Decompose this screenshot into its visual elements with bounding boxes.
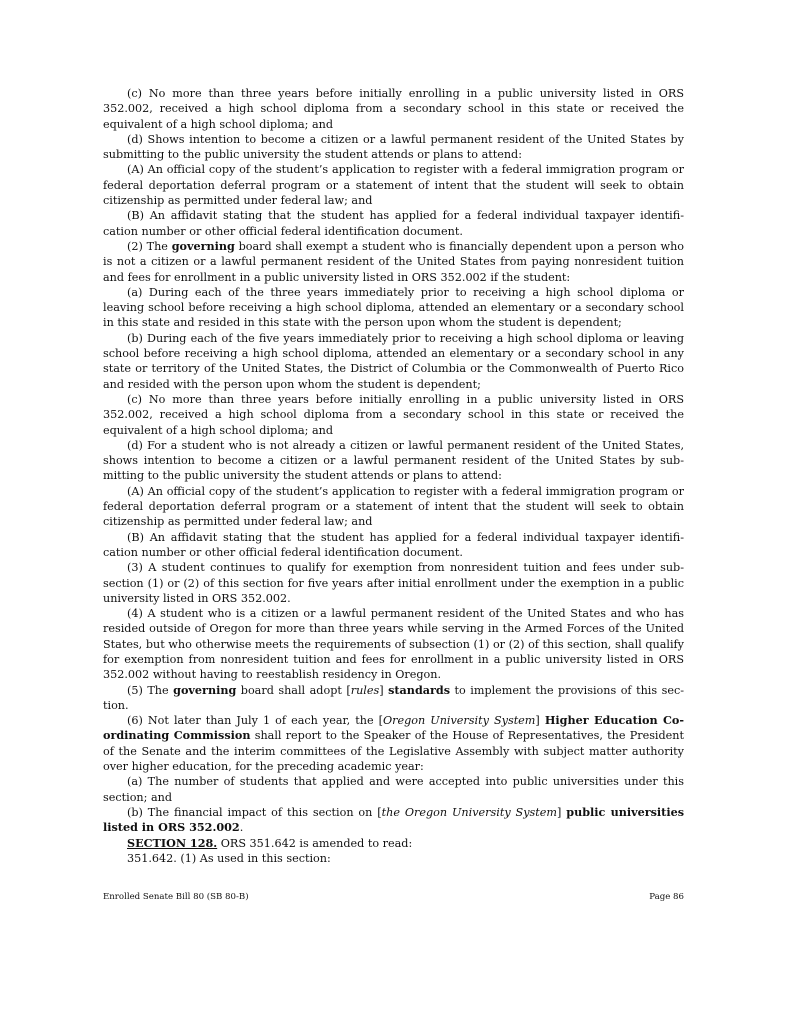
paragraph-p3 bbox=[103, 162, 684, 208]
paragraph-p6 bbox=[103, 285, 684, 331]
paragraph-p1 bbox=[103, 86, 684, 132]
paragraph-p17 bbox=[103, 805, 684, 836]
text-run: to implement the provisions of this sec-tion. bbox=[103, 683, 685, 712]
paragraph-p16 bbox=[103, 774, 684, 805]
text-run: ORS 351.642 is amended to read: bbox=[217, 836, 413, 850]
text-run: (A) An official copy of the student’s application to register with a federal immigration program or federal deportation deferral program or a statement of intent that the student will seek to obtain citizenship as permitted under federal law; and bbox=[103, 163, 684, 208]
text-run: ] bbox=[379, 683, 389, 697]
text-run: (B) An affidavit stating that the student has applied for a federal individual taxpayer identifi-cation number or other official federal identification document. bbox=[103, 530, 684, 559]
paragraph-p12 bbox=[103, 560, 684, 606]
paragraph-p18 bbox=[103, 836, 684, 851]
text-run: . bbox=[239, 821, 244, 835]
paragraph-p2 bbox=[103, 132, 684, 163]
text-run: (3) A student continues to qualify for exemption from nonresident tuition and fees under sub-section (1) or (2) of this section for five years after initial enrollment under the exemption in a public university listed in ORS 352.002. bbox=[103, 561, 684, 605]
paragraph-p4 bbox=[103, 208, 684, 239]
text-run: Higher Education Co-ordinating Commission bbox=[103, 713, 684, 743]
text-run: Oregon University System bbox=[382, 714, 536, 728]
text-run: governing bbox=[173, 682, 237, 697]
text-run: (A) An official copy of the student’s application to register with a federal immigration program or federal deportation deferral program or a statement of intent that the student will seek to obtain citizenship as permitted under federal law; and bbox=[103, 484, 684, 529]
text-run: ] bbox=[535, 714, 545, 728]
text-run: standards bbox=[388, 682, 451, 697]
text-run: rules bbox=[350, 683, 380, 697]
footer-page-number: Page 86 bbox=[649, 892, 684, 902]
text-run: (d) Shows intention to become a citizen or a lawful permanent resident of the United States by submitting to the public university the student attends or plans to attend: bbox=[103, 132, 684, 162]
text-run: (5) The bbox=[127, 683, 174, 697]
text-run: board shall exempt a student who is financially dependent upon a person who is not a citizen or a lawful permanent resident of the United States from paying nonresident tuition and fees for enrollment in a public university listed in ORS 352.002 if the student: bbox=[103, 239, 685, 284]
paragraph-p13 bbox=[103, 606, 684, 682]
paragraph-p9 bbox=[103, 438, 684, 484]
paragraph-p5 bbox=[103, 239, 684, 285]
text-run: (a) The number of students that applied and were accepted into public universities under this section; and bbox=[103, 775, 684, 804]
paragraph-p10 bbox=[103, 484, 684, 530]
document-body bbox=[103, 86, 684, 866]
text-run: (c) No more than three years before initially enrolling in a public university listed in ORS 352.002, received a high school diploma from a secondary school in this state or received the equivalent of a high school diploma; and bbox=[103, 87, 684, 131]
paragraph-p15 bbox=[103, 713, 684, 774]
text-run: ] bbox=[557, 805, 567, 819]
paragraph-p8 bbox=[103, 392, 684, 438]
text-run: (a) During each of the three years immediately prior to receiving a high school diploma or leaving school before receiving a high school diploma, attended an elementary or a secondary school in this state and resided in this state with the person upon whom the student is dependent; bbox=[103, 285, 684, 330]
text-run: (d) For a student who is not already a citizen or lawful permanent resident of the United States, shows intention to become a citizen or a lawful permanent resident of the United States by sub-mitting to the public university the student attends or plans to attend: bbox=[103, 438, 684, 483]
paragraph-p11 bbox=[103, 530, 684, 561]
text-run: (b) The financial impact of this section on [ bbox=[127, 805, 382, 819]
paragraph-p14 bbox=[103, 683, 684, 714]
text-run: shall report to the Speaker of the House of Representatives, the President of the Senate and the interim committees of the Legislative Assembly with subject matter authority over higher education, for the preceding academic year: bbox=[103, 729, 684, 774]
text-run: (6) Not later than July 1 of each year, the [ bbox=[127, 714, 383, 728]
text-run: (b) During each of the five years immediately prior to receiving a high school diploma or leaving school before receiving a high school diploma, attended an elementary or a secondary school in any state or territory of the United States, the District of Columbia or the Commonwealth of Puerto Rico and resided with the person upon whom the student is dependent; bbox=[103, 331, 684, 391]
text-run: 351.642. (1) As used in this section: bbox=[127, 851, 331, 865]
text-run: board shall adopt [ bbox=[236, 683, 351, 697]
text-run: public universities listed in ORS 352.002 bbox=[103, 804, 685, 835]
text-run: (c) No more than three years before initially enrolling in a public university listed in ORS 352.002, received a high school diploma from a secondary school in this state or received the equivalent of a high school diploma; and bbox=[103, 392, 684, 437]
footer-bill-title: Enrolled Senate Bill 80 (SB 80-B) bbox=[103, 892, 249, 902]
paragraph-p7 bbox=[103, 331, 684, 392]
text-run: governing bbox=[171, 238, 235, 253]
paragraph-p19 bbox=[103, 851, 684, 866]
text-run: (B) An affidavit stating that the student has applied for a federal individual taxpayer identifi-cation number or other official federal identification document. bbox=[103, 209, 684, 238]
text-run: (4) A student who is a citizen or a lawful permanent resident of the United States and who has resided outside of Oregon for more than three years while serving in the Armed Forces of the United States, but who otherwise meets the requirements of subsection (1) or (2) of this section, shall qualify for exemption from nonresident tuition and fees for enrollment in a public university listed in ORS 352.002 without having to reestablish residency in Oregon. bbox=[103, 607, 684, 682]
text-run: (2) The bbox=[127, 239, 172, 253]
text-run: the Oregon University System bbox=[381, 805, 557, 819]
text-run: SECTION 128. bbox=[127, 835, 218, 850]
